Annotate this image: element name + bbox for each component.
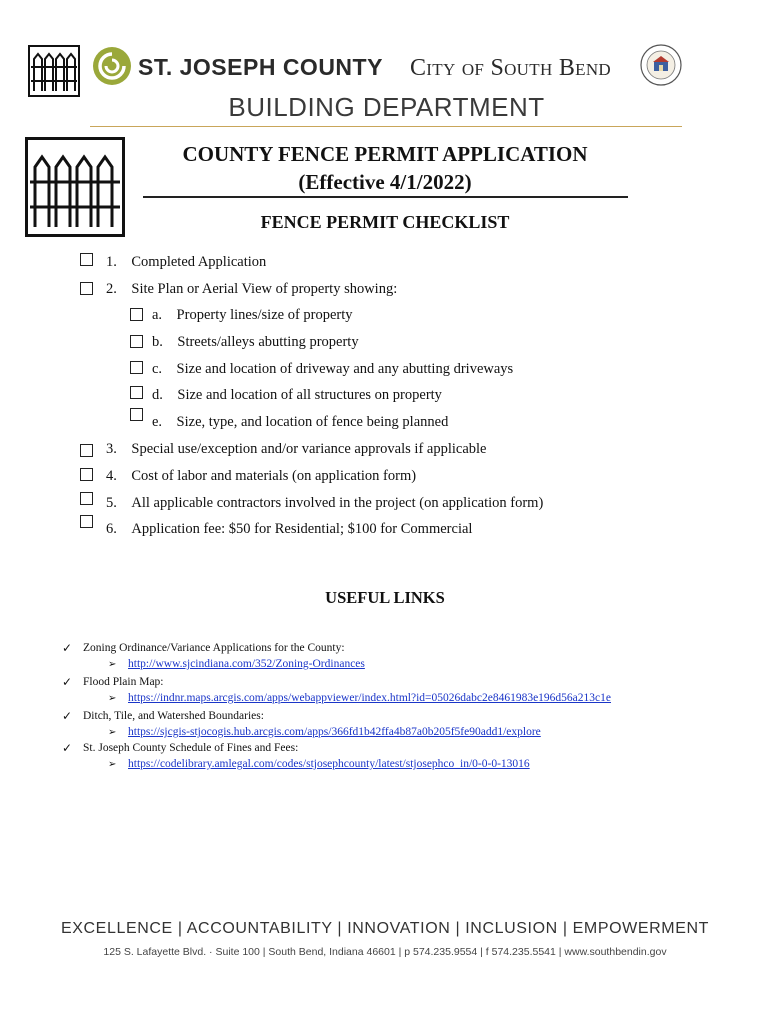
- checkbox-fence-planned[interactable]: [130, 408, 143, 421]
- city-name: City of South Bend: [410, 55, 611, 81]
- link-label-fines: St. Joseph County Schedule of Fines and Fees:: [83, 742, 299, 754]
- title-line-1: COUNTY FENCE PERMIT APPLICATION: [182, 142, 588, 166]
- arrow-bullet-icon: ➢: [108, 759, 117, 770]
- checkbox-property-lines[interactable]: [130, 308, 143, 321]
- checkbox-special-use[interactable]: [80, 444, 93, 457]
- checklist-sub-e: e. Size, type, and location of fence being planned: [152, 414, 449, 430]
- checklist-item-3: 3. Special use/exception and/or variance approvals if applicable: [106, 441, 487, 457]
- checklist-sub-b: b. Streets/alleys abutting property: [152, 334, 359, 350]
- useful-links-title: USEFUL LINKS: [325, 588, 445, 607]
- link-label-flood-plain: Flood Plain Map:: [83, 676, 164, 688]
- checklist-item-4: 4. Cost of labor and materials (on application form): [106, 468, 417, 484]
- checkbox-application-fee[interactable]: [80, 515, 93, 528]
- checkbox-streets-alleys[interactable]: [130, 335, 143, 348]
- checkbox-driveway[interactable]: [130, 361, 143, 374]
- fence-icon: [28, 45, 80, 97]
- footer-values: EXCELLENCE | ACCOUNTABILITY | INNOVATION | INCLUSION | EMPOWERMENT: [60, 920, 710, 937]
- city-seal-icon: [640, 44, 682, 86]
- checklist-sub-c: c. Size and location of driveway and any abutting driveways: [152, 361, 514, 377]
- arrow-bullet-icon: ➢: [108, 693, 117, 704]
- checkbox-structures[interactable]: [130, 386, 143, 399]
- checkbox-cost[interactable]: [80, 468, 93, 481]
- link-ditch-boundaries[interactable]: https://sjcgis-stjocogis.hub.arcgis.com/apps/366fd1b42ffa4b87a0b205f5fe90add1/explore: [128, 726, 541, 738]
- header-divider: [90, 126, 682, 127]
- checkmark-icon: ✓: [62, 675, 73, 689]
- arrow-bullet-icon: ➢: [108, 727, 117, 738]
- link-flood-plain-map[interactable]: https://indnr.maps.arcgis.com/apps/webappviewer/index.html?id=05026dabc2e8461983e196d56a213c1e: [128, 692, 611, 704]
- checkbox-site-plan[interactable]: [80, 282, 93, 295]
- checklist-title: FENCE PERMIT CHECKLIST: [260, 212, 510, 232]
- county-logo-icon: [92, 46, 132, 86]
- checkmark-icon: ✓: [62, 641, 73, 655]
- link-label-ditch: Ditch, Tile, and Watershed Boundaries:: [83, 710, 264, 722]
- department-name: BUILDING DEPARTMENT: [228, 92, 545, 122]
- checklist-item-1: 1. Completed Application: [106, 254, 267, 270]
- footer-address: 125 S. Lafayette Blvd. · Suite 100 | South Bend, Indiana 46601 | p 574.235.9554 | f 574.235.5541 | www.southbendin.gov: [103, 946, 667, 958]
- checkmark-icon: ✓: [62, 709, 73, 723]
- title-line-2: (Effective 4/1/2022): [298, 170, 472, 194]
- page-title: [140, 140, 630, 196]
- fence-icon: [25, 137, 125, 237]
- checklist-sub-a: a. Property lines/size of property: [152, 307, 353, 323]
- link-fines-fees[interactable]: https://codelibrary.amlegal.com/codes/stjosephcounty/latest/stjosephco_in/0-0-0-13016: [128, 758, 530, 770]
- checklist-item-5: 5. All applicable contractors involved in the project (on application form): [106, 495, 544, 511]
- arrow-bullet-icon: ➢: [108, 659, 117, 670]
- checkmark-icon: ✓: [62, 741, 73, 755]
- checklist-item-2: 2. Site Plan or Aerial View of property showing:: [106, 281, 398, 297]
- checklist-item-6: 6. Application fee: $50 for Residential; $100 for Commercial: [106, 521, 473, 537]
- checklist-sub-d: d. Size and location of all structures on property: [152, 387, 442, 403]
- checkbox-completed-application[interactable]: [80, 253, 93, 266]
- link-zoning-ordinances[interactable]: http://www.sjcindiana.com/352/Zoning-Ordinances: [128, 658, 365, 670]
- link-label-zoning: Zoning Ordinance/Variance Applications for the County:: [83, 642, 345, 654]
- county-name: ST. JOSEPH COUNTY: [138, 54, 383, 80]
- title-underline: [143, 196, 628, 198]
- checkbox-contractors[interactable]: [80, 492, 93, 505]
